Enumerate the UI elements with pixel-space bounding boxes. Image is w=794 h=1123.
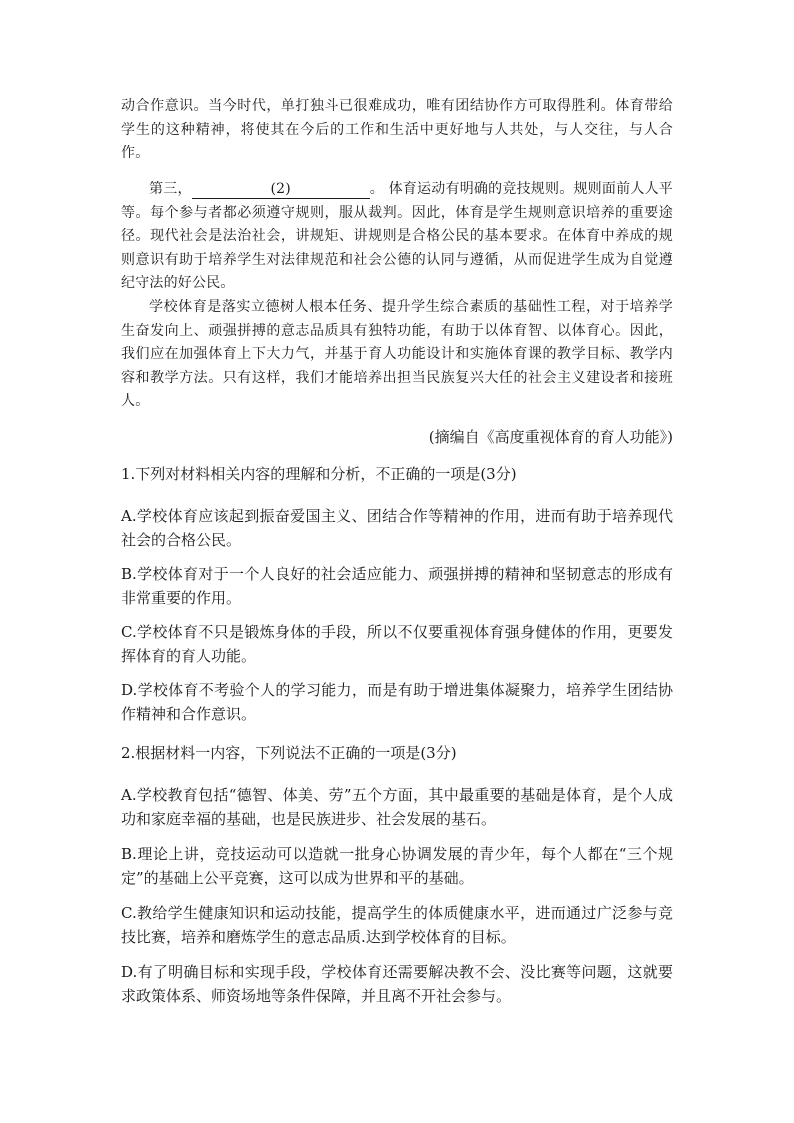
question-option: A.学校体育应该起到振奋爱国主义、团结合作等精神的作用，进而有助于培养现代社会的合格公民。 [121,507,673,549]
passage-paragraph-continued: 动合作意识。当今时代，单打独斗已很难成功，唯有团结协作方可取得胜利。体育带给学生的这种精神，将使其在今后的工作和生活中更好地与人共处，与人交往，与人合作。 [121,98,673,161]
question-stem: 2.根据材料一内容，下列说法不正确的一项是(3分) [121,744,457,762]
fill-in-blank: (2) [192,181,370,199]
question-option: C.教给学生健康知识和运动技能，提高学生的体质健康水平，进而通过广泛参与竞技比赛，培养和磨炼学生的意志品质.达到学校体育的目标。 [121,904,673,946]
question-option: D.有了明确目标和实现手段，学校体育还需要解决教不会、没比赛等问题，这就要求政策体系、师资场地等条件保障，并且离不开社会参与。 [121,963,673,1005]
question-option: B.理论上讲，竞技运动可以造就一批身心协调发展的青少年，每个人都在“三个规定”的基础上公平竞赛，这可以成为世界和平的基础。 [121,845,673,887]
paragraph-prefix: 第三， [149,181,192,197]
passage-paragraph-third [121,178,673,296]
passage-paragraph-conclusion: 学校体育是落实立德树人根本任务、提升学生综合素质的基础性工程，对于培养学生奋发向上、顽强拼搏的意志品质具有独特功能，有助于以体育智、以体育心。因此，我们应在加强体育上下大力气，并基于育人功能设计和实施体育课的教学目标、教学内容和教学方法。只有这样，我们才能培养出担当民族复兴大任的社会主义建设者和接班人。 [121,299,673,409]
question-stem: 1.下列对材料相关内容的理解和分析，不正确的一项是(3分) [121,465,517,483]
question-option: D.学校体育不考验个人的学习能力，而是有助于增进集体凝聚力，培养学生团结协作精神和合作意识。 [121,681,673,723]
question-option: B.学校体育对于一个人良好的社会适应能力、顽强拼搏的精神和坚韧意志的形成有非常重要的作用。 [121,565,673,607]
paragraph-body: 。 体育运动有明确的竞技规则。规则面前人人平等。每个参与者都必须遵守规则，服从裁判。因此，体育是学生规则意识培养的重要途径。现代社会是法治社会，讲规矩、讲规则是合格公民的基本要求。在体育中养成的规则意识有助于培养学生对法律规范和社会公德的认同与遵循，从而促进学生成为自觉遵纪守法的好公民。 [121,181,673,291]
question-option: A.学校教育包括“德智、体美、劳”五个方面，其中最重要的基础是体育，是个人成功和家庭幸福的基础，也是民族进步、社会发展的基石。 [121,786,673,828]
question-option: C.学校体育不只是锻炼身体的手段，所以不仅要重视体育强身健体的作用，更要发挥体育的育人功能。 [121,623,673,665]
source-citation: (摘编自《高度重视体育的育人功能》) [428,428,673,446]
